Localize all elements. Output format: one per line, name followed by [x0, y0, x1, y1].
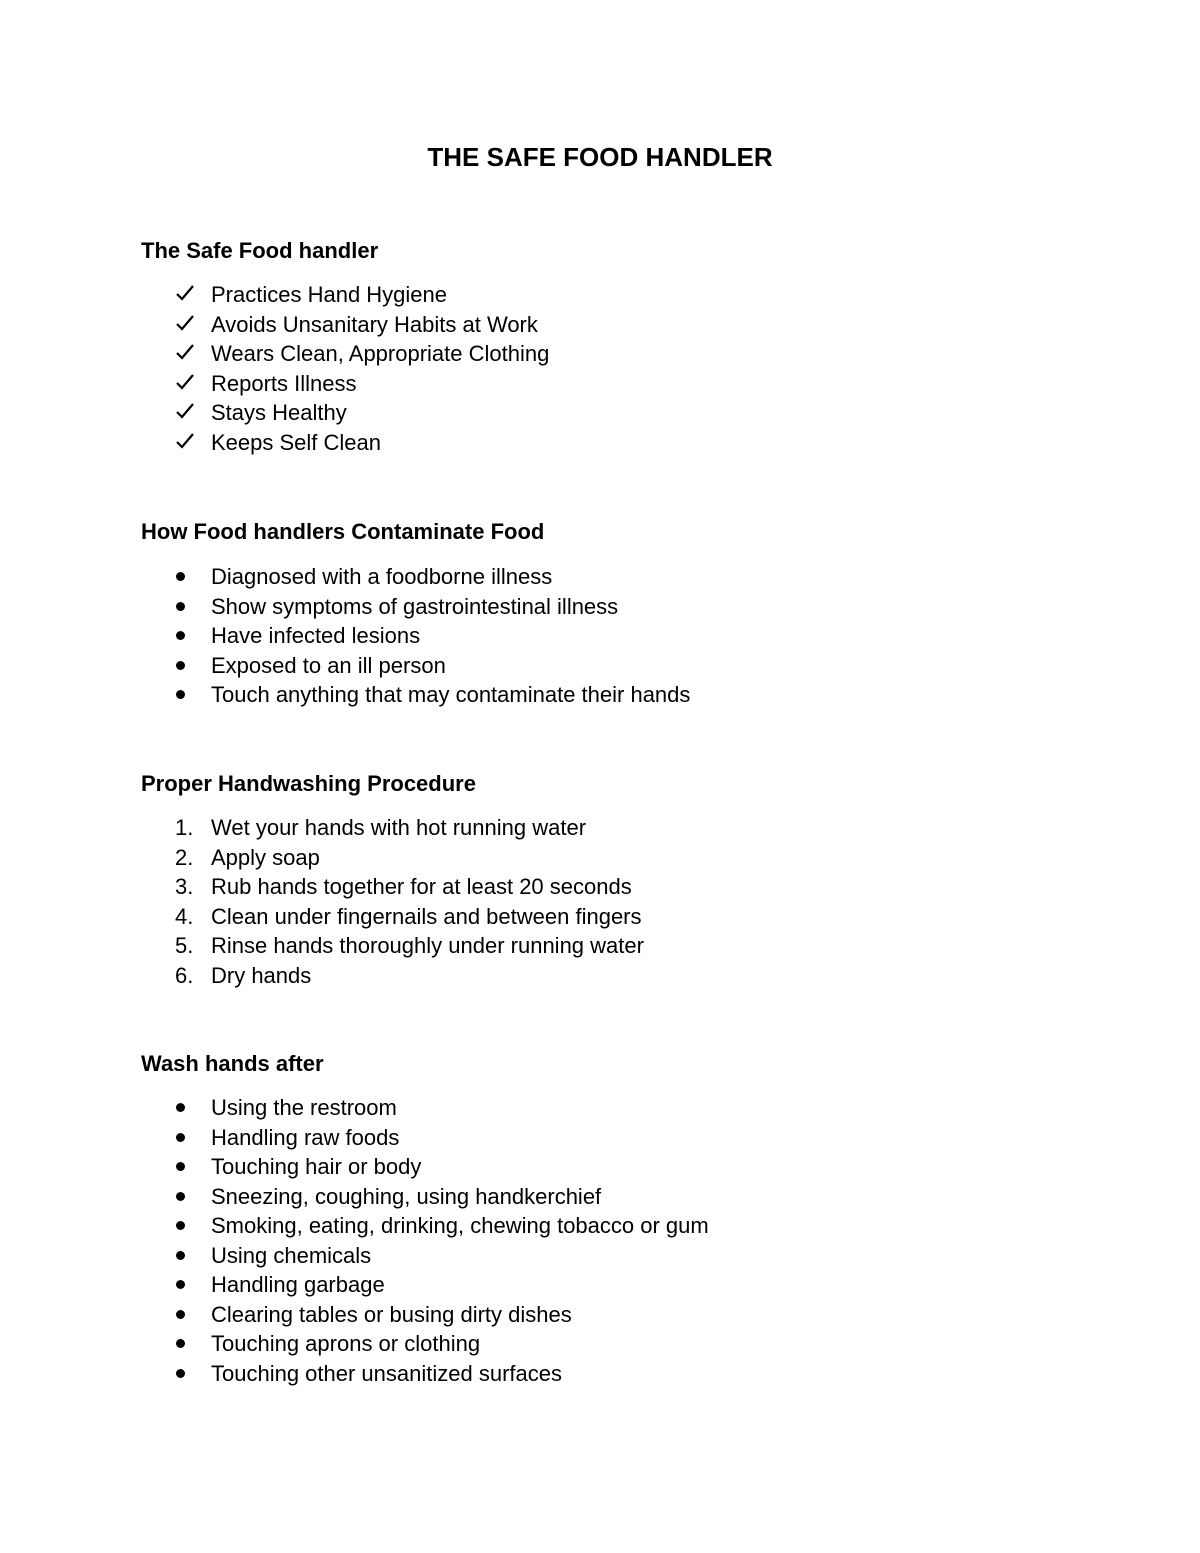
- list-number: 3.: [175, 874, 194, 899]
- list-item: [141, 813, 1041, 843]
- list-item-text: Dry hands: [211, 962, 312, 988]
- list-item-text: Clearing tables or busing dirty dishes: [211, 1301, 572, 1327]
- check-icon: [175, 428, 205, 458]
- bullet-icon: [175, 1152, 205, 1182]
- list-item-text: Touching hair or body: [211, 1154, 422, 1179]
- bullet-icon: [175, 651, 205, 681]
- list-number: 2.: [175, 844, 194, 870]
- page-title: THE SAFE FOOD HANDLER: [427, 142, 773, 172]
- list-item: [141, 398, 1041, 428]
- list-item: [141, 680, 1041, 710]
- section-how-contaminate: [141, 518, 1041, 710]
- list-item-text: Keeps Self Clean: [211, 429, 381, 455]
- section-heading: Wash hands after: [141, 1051, 324, 1076]
- list-number: 1.: [175, 815, 194, 840]
- list-item-text: Show symptoms of gastrointestinal illness: [211, 593, 619, 619]
- list-item: [141, 843, 1041, 873]
- list-item: [141, 1123, 1041, 1153]
- check-icon: [175, 369, 205, 399]
- check-icon: [175, 280, 205, 310]
- bullet-icon: [175, 1123, 205, 1153]
- list-item-text: Handling raw foods: [211, 1124, 400, 1150]
- list-item-text: Rub hands together for at least 20 seconds: [211, 874, 632, 899]
- list-item-text: Practices Hand Hygiene: [211, 282, 448, 307]
- list-item-text: Avoids Unsanitary Habits at Work: [211, 311, 538, 337]
- list-item-text: Using the restroom: [211, 1095, 397, 1120]
- section-heading: How Food handlers Contaminate Food: [141, 519, 545, 544]
- list-item: [141, 621, 1041, 651]
- bullet-icon: [175, 1270, 205, 1300]
- bullet-icon: [175, 1300, 205, 1330]
- list-item-text: Touch anything that may contaminate their hands: [211, 682, 691, 707]
- bullet-list: [141, 562, 1041, 710]
- list-item: [141, 369, 1041, 399]
- bullet-icon: [175, 1329, 205, 1359]
- list-item: [141, 562, 1041, 592]
- list-item: [141, 902, 1041, 932]
- list-item-text: Diagnosed with a foodborne illness: [211, 564, 553, 589]
- bullet-icon: [175, 1093, 205, 1123]
- list-number: 4.: [175, 903, 194, 929]
- bullet-icon: [175, 1241, 205, 1271]
- list-number: 6.: [175, 962, 194, 988]
- bullet-icon: [175, 592, 205, 622]
- section-heading: The Safe Food handler: [141, 238, 379, 263]
- bullet-icon: [175, 621, 205, 651]
- check-icon: [175, 339, 205, 369]
- list-item: [141, 339, 1041, 369]
- bullet-icon: [175, 1359, 205, 1389]
- section-safe-food-handler: [141, 237, 1041, 457]
- list-item-text: Have infected lesions: [211, 623, 421, 648]
- list-item-text: Rinse hands thoroughly under running water: [211, 933, 644, 958]
- list-item: [141, 1182, 1041, 1212]
- list-item: [141, 1152, 1041, 1182]
- list-item-text: Touching other unsanitized surfaces: [211, 1360, 562, 1386]
- list-item: [141, 1300, 1041, 1330]
- list-item: [141, 1329, 1041, 1359]
- list-number: 5.: [175, 933, 194, 958]
- bullet-icon: [175, 680, 205, 710]
- section-handwashing-procedure: [141, 770, 1041, 990]
- check-icon: [175, 310, 205, 340]
- list-item: [141, 280, 1041, 310]
- list-item-text: Exposed to an ill person: [211, 652, 446, 678]
- list-item-text: Touching aprons or clothing: [211, 1331, 481, 1356]
- list-item-text: Reports Illness: [211, 370, 357, 396]
- list-item-text: Wears Clean, Appropriate Clothing: [211, 341, 550, 366]
- list-item-text: Stays Healthy: [211, 400, 347, 425]
- list-item: [141, 872, 1041, 902]
- list-item-text: Wet your hands with hot running water: [211, 815, 587, 840]
- list-item-text: Apply soap: [211, 844, 320, 870]
- bullet-icon: [175, 562, 205, 592]
- bullet-icon: [175, 1182, 205, 1212]
- list-item: [141, 1093, 1041, 1123]
- list-item: [141, 310, 1041, 340]
- bullet-list: [141, 1093, 1041, 1388]
- list-item: [141, 961, 1041, 991]
- list-item-text: Using chemicals: [211, 1242, 372, 1268]
- list-item: [141, 1241, 1041, 1271]
- numbered-list: [141, 813, 1041, 990]
- list-item: [141, 1270, 1041, 1300]
- list-item: [141, 428, 1041, 458]
- list-item-text: Handling garbage: [211, 1272, 385, 1297]
- bullet-icon: [175, 1211, 205, 1241]
- section-wash-hands-after: [141, 1050, 1041, 1388]
- list-item: [141, 1359, 1041, 1389]
- list-item-text: Clean under fingernails and between fingers: [211, 903, 642, 929]
- list-item: [141, 931, 1041, 961]
- checklist: [141, 280, 1041, 457]
- list-item-text: Smoking, eating, drinking, chewing tobacco or gum: [211, 1213, 709, 1238]
- list-item: [141, 592, 1041, 622]
- list-item: [141, 1211, 1041, 1241]
- section-heading: Proper Handwashing Procedure: [141, 771, 476, 796]
- list-item: [141, 651, 1041, 681]
- list-item-text: Sneezing, coughing, using handkerchief: [211, 1183, 602, 1209]
- check-icon: [175, 398, 205, 428]
